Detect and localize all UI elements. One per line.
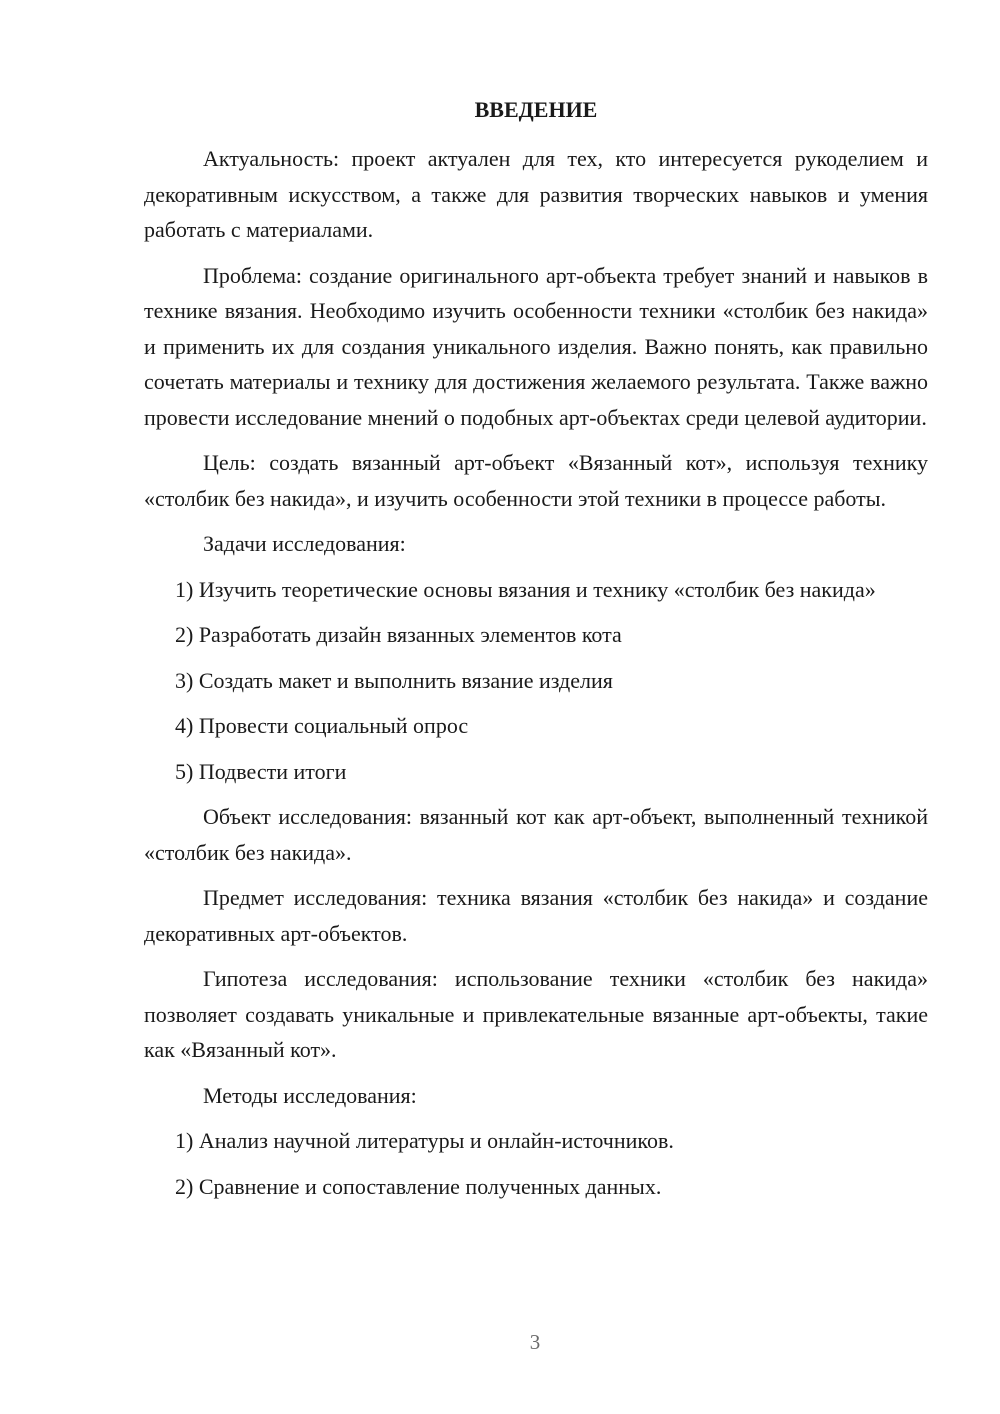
page-number: 3	[529, 1330, 541, 1354]
tasks-title: Задачи исследования:	[203, 531, 406, 556]
task-item-4: 4) Провести социальный опрос	[175, 713, 469, 738]
section-heading: ВВЕДЕНИЕ	[474, 97, 598, 122]
document-page	[144, 92, 928, 1214]
task-item-5: 5) Подвести итоги	[175, 758, 347, 784]
methods-title: Методы исследования:	[203, 1082, 417, 1108]
problem-paragraph: Проблема: создание оригинального арт-объекта требует знаний и навыков в технике вязания. Необходимо изучить особенности техники «столбик без накида» и применить их для создания уникального изделия. Важно понять, как правильно сочетать материалы и технику для достижения желаемого результата. Также важно провести исследование мнений о подобных арт-объектах среди целевой аудитории.	[144, 262, 928, 430]
task-item-1: 1) Изучить теоретические основы вязания и технику «столбик без накида»	[175, 576, 876, 602]
task-item-3: 3) Создать макет и выполнить вязание изделия	[175, 667, 613, 693]
relevance-paragraph: Актуальность: проект актуален для тех, кто интересуется рукоделием и декоративным искусством, а также для развития творческих навыков и умения работать с материалами.	[144, 146, 928, 242]
hypothesis-paragraph: Гипотеза исследования: использование техники «столбик без накида» позволяет создавать уникальные и привлекательные вязанные арт-объекты, такие как «Вязанный кот».	[144, 966, 928, 1062]
goal-paragraph: Цель: создать вязанный арт-объект «Вязанный кот», используя технику «столбик без накида», и изучить особенности этой техники в процессе работы.	[144, 450, 928, 511]
method-item-1: 1) Анализ научной литературы и онлайн-источников.	[175, 1128, 674, 1153]
method-item-2: 2) Сравнение и сопоставление полученных данных.	[175, 1173, 662, 1199]
object-paragraph: Объект исследования: вязанный кот как арт-объект, выполненный техникой «столбик без накида».	[144, 804, 928, 865]
task-item-2: 2) Разработать дизайн вязанных элементов кота	[175, 622, 622, 647]
subject-paragraph: Предмет исследования: техника вязания «столбик без накида» и создание декоративных арт-объектов.	[144, 885, 928, 946]
